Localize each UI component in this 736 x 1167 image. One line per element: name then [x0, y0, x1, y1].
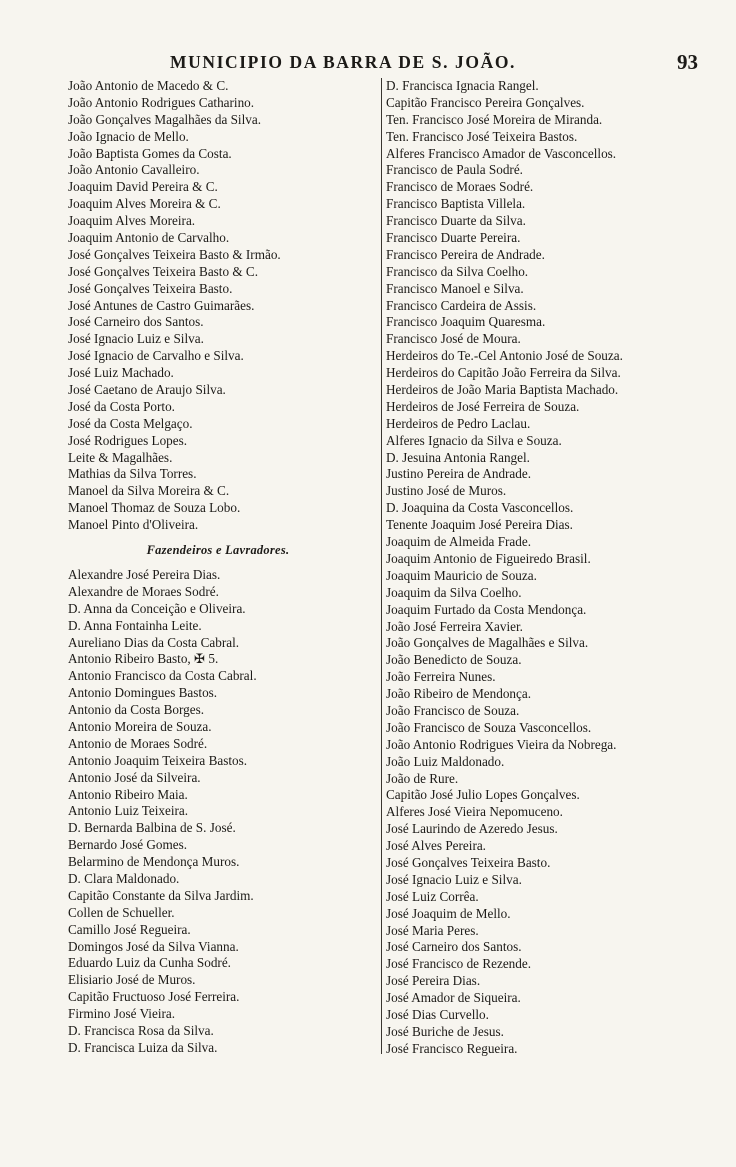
list-item: João Ignacio de Mello. [68, 128, 189, 144]
right-column [386, 78, 702, 1058]
list-item: José Maria Peres. [386, 922, 479, 938]
list-item: Ten. Francisco José Moreira de Miranda. [386, 111, 603, 127]
list-item: José Buriche de Jesus. [386, 1023, 504, 1039]
list-item: João Ferreira Nunes. [386, 669, 496, 685]
list-item: Joaquim Alves Moreira & C. [68, 196, 221, 212]
list-item: José Ignacio Luiz e Silva. [68, 331, 204, 347]
list-item: José Dias Curvello. [386, 1006, 489, 1022]
list-item: João Ribeiro de Mendonça. [386, 686, 532, 702]
spacer [68, 559, 368, 567]
list-item: Herdeiros de João Maria Baptista Machado. [386, 382, 619, 398]
list-item: José Carneiro dos Santos. [386, 939, 522, 955]
list-item: João Baptista Gomes da Costa. [68, 145, 232, 161]
section-heading: Fazendeiros e Lavradores. [146, 543, 290, 558]
list-item: Capitão Francisco Pereira Gonçalves. [386, 94, 585, 110]
list-item: D. Anna Fontainha Leite. [68, 617, 202, 633]
list-item: José Luiz Machado. [68, 365, 174, 381]
list-item: João Benedicto de Souza. [386, 652, 522, 668]
list-item: José Ignacio Luiz e Silva. [386, 871, 522, 887]
list-item: José Luiz Corrêa. [386, 888, 479, 904]
list-item: Francisco da Silva Coelho. [386, 263, 529, 279]
list-item: Manoel Pinto d'Oliveira. [68, 517, 199, 533]
list-item: José Caetano de Araujo Silva. [68, 382, 226, 398]
list-item: Joaquim David Pereira & C. [68, 179, 218, 195]
list-item: Antonio Ribeiro Basto, ✠ 5. [68, 651, 219, 667]
list-item: João Antonio de Macedo & C. [68, 78, 229, 93]
column-divider [381, 78, 382, 1054]
list-item: Alferes Ignacio da Silva e Souza. [386, 432, 562, 448]
list-item: D. Francisca Rosa da Silva. [68, 1023, 214, 1038]
list-item: Herdeiros do Capitão João Ferreira da Silva. [386, 365, 621, 381]
list-item: Joaquim Furtado da Costa Mendonça. [386, 601, 587, 617]
list-item: Domingos José da Silva Vianna. [68, 938, 239, 954]
list-item: D. Clara Maldonado. [68, 870, 180, 886]
list-item: Camillo José Regueira. [68, 921, 191, 937]
list-item: Francisco de Moraes Sodré. [386, 179, 534, 195]
list-item: Antonio Domingues Bastos. [68, 685, 218, 701]
list-item: Francisco Duarte Pereira. [386, 230, 521, 246]
list-item: Antonio Joaquim Teixeira Bastos. [68, 752, 248, 768]
list-item: Antonio de Moraes Sodré. [68, 735, 208, 751]
list-item: Francisco José de Moura. [386, 331, 521, 347]
list-item: D. Francisca Luiza da Silva. [68, 1039, 218, 1055]
list-item: José Alves Pereira. [386, 838, 486, 854]
list-item: Francisco Cardeira de Assis. [386, 297, 537, 313]
list-item: João Gonçalves Magalhães da Silva. [68, 111, 261, 127]
list-item: José Pereira Dias. [386, 973, 481, 989]
list-item: Capitão Fructuoso José Ferreira. [68, 989, 240, 1005]
list-item: Joaquim Mauricio de Souza. [386, 567, 537, 583]
list-item: José Carneiro dos Santos. [68, 314, 204, 330]
list-item: Justino José de Muros. [386, 483, 507, 499]
list-item: Firmino José Vieira. [68, 1006, 176, 1022]
list-item: Herdeiros do Te.-Cel Antonio José de Souza. [386, 348, 623, 364]
list-item: José Ignacio de Carvalho e Silva. [68, 348, 244, 364]
list-item: Alexandre de Moraes Sodré. [68, 583, 219, 599]
list-item: Herdeiros de José Ferreira de Souza. [386, 398, 580, 414]
list-item: José Gonçalves Teixeira Basto. [386, 854, 551, 870]
list-item: Manoel Thomaz de Souza Lobo. [68, 500, 241, 516]
list-item: Alferes Francisco Amador de Vasconcellos. [386, 145, 617, 161]
list-item: Bernardo José Gomes. [68, 837, 188, 853]
list-item: José Joaquim de Mello. [386, 905, 511, 921]
list-item: José da Costa Porto. [68, 398, 175, 414]
list-item: José Gonçalves Teixeira Basto & C. [68, 263, 259, 279]
list-item: D. Joaquina da Costa Vasconcellos. [386, 500, 574, 516]
list-item: Francisco de Paula Sodré. [386, 162, 523, 178]
list-item: Capitão Constante da Silva Jardim. [68, 887, 254, 903]
list-item: Antonio Francisco da Costa Cabral. [68, 668, 257, 684]
list-item: José Rodrigues Lopes. [68, 432, 188, 448]
list-item: Tenente Joaquim José Pereira Dias. [386, 517, 573, 533]
list-item: João Luiz Maldonado. [386, 753, 505, 769]
list-item: D. Francisca Ignacia Rangel. [386, 78, 539, 93]
list-item: João Francisco de Souza. [386, 702, 520, 718]
list-item: D. Jesuina Antonia Rangel. [386, 449, 530, 465]
page-title: MUNICIPIO DA BARRA DE S. JOÃO. [170, 52, 517, 72]
list-item: Francisco Manoel e Silva. [386, 280, 524, 296]
list-item: José Laurindo de Azeredo Jesus. [386, 821, 558, 837]
list-item: José Gonçalves Teixeira Basto. [68, 280, 233, 296]
spacer [68, 534, 368, 542]
list-item: Justino Pereira de Andrade. [386, 466, 532, 482]
list-item: Antonio da Costa Borges. [68, 702, 205, 718]
list-item: Capitão José Julio Lopes Gonçalves. [386, 787, 580, 803]
list-item: João José Ferreira Xavier. [386, 618, 523, 634]
list-item: Collen de Schueller. [68, 904, 175, 920]
list-item: Joaquim Antonio de Carvalho. [68, 230, 230, 246]
list-item: João Gonçalves de Magalhães e Silva. [386, 635, 589, 651]
list-item: Francisco Duarte da Silva. [386, 213, 526, 229]
right-entries-list [386, 78, 702, 1058]
page-number: 93 [677, 50, 698, 74]
list-item: João Francisco de Souza Vasconcellos. [386, 719, 592, 735]
list-item: Belarmino de Mendonça Muros. [68, 854, 240, 870]
list-item: D. Anna da Conceição e Oliveira. [68, 600, 246, 616]
list-item: Antonio José da Silveira. [68, 769, 201, 785]
list-item: Manoel da Silva Moreira & C. [68, 483, 230, 499]
list-item: Eduardo Luiz da Cunha Sodré. [68, 955, 231, 971]
list-item: Antonio Ribeiro Maia. [68, 786, 188, 802]
list-item: João Antonio Rodrigues Catharino. [68, 94, 255, 110]
list-item: José Antunes de Castro Guimarães. [68, 297, 255, 313]
farmers-list [68, 567, 368, 1057]
list-item: Francisco Pereira de Andrade. [386, 246, 545, 262]
list-item: José Francisco de Rezende. [386, 956, 532, 972]
list-item: João Antonio Cavalleiro. [68, 162, 200, 178]
list-item: Francisco Baptista Villela. [386, 196, 526, 212]
list-item: Joaquim Alves Moreira. [68, 213, 196, 229]
list-item: Herdeiros de Pedro Laclau. [386, 415, 531, 431]
list-item: Leite & Magalhães. [68, 449, 173, 465]
page-header [0, 52, 736, 78]
list-item: José da Costa Melgaço. [68, 415, 193, 431]
list-item: Ten. Francisco José Teixeira Bastos. [386, 128, 578, 144]
merchants-list [68, 78, 368, 534]
list-item: Joaquim da Silva Coelho. [386, 584, 522, 600]
list-item: Antonio Luiz Teixeira. [68, 803, 189, 819]
list-item: D. Bernarda Balbina de S. José. [68, 820, 236, 836]
left-column [68, 78, 368, 1057]
list-item: José Amador de Siqueira. [386, 990, 521, 1006]
list-item: Antonio Moreira de Souza. [68, 718, 212, 734]
list-item: José Gonçalves Teixeira Basto & Irmão. [68, 246, 281, 262]
list-item: João de Rure. [386, 770, 459, 786]
list-item: Francisco Joaquim Quaresma. [386, 314, 546, 330]
list-item: Joaquim de Almeida Frade. [386, 534, 532, 550]
list-item: Mathias da Silva Torres. [68, 466, 197, 482]
list-item: José Francisco Regueira. [386, 1040, 518, 1056]
list-item: Alferes José Vieira Nepomuceno. [386, 804, 563, 820]
list-item: Joaquim Antonio de Figueiredo Brasil. [386, 550, 591, 566]
list-item: Elisiario José de Muros. [68, 972, 196, 988]
list-item: Alexandre José Pereira Dias. [68, 566, 221, 582]
list-item: João Antonio Rodrigues Vieira da Nobrega. [386, 736, 617, 752]
list-item: Aureliano Dias da Costa Cabral. [68, 634, 240, 650]
